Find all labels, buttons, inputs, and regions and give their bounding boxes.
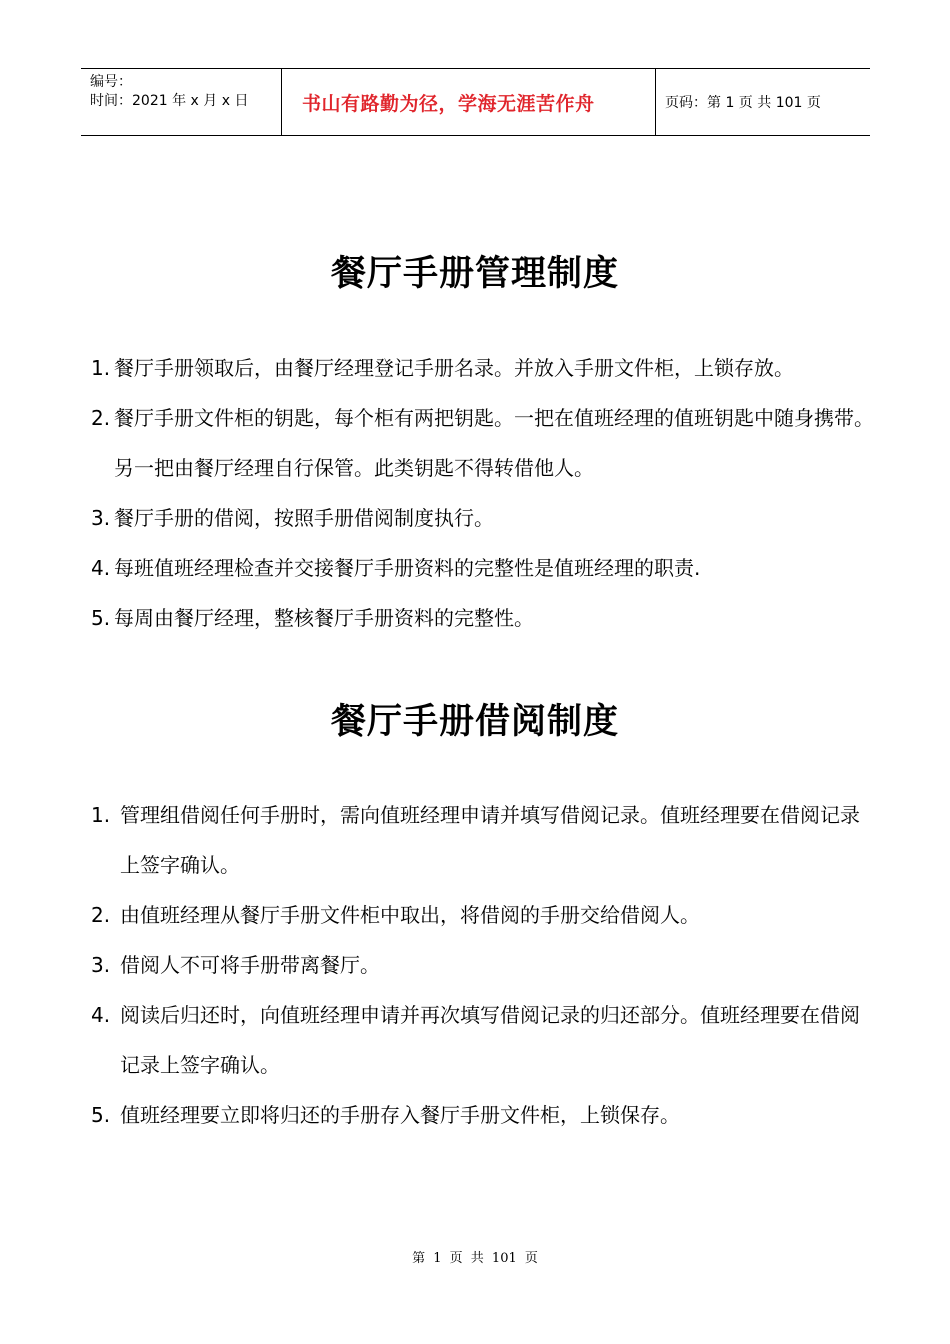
header-meta [81,69,282,135]
item-text: 阅读后归还时，向值班经理申请并再次填写借阅记录的归还部分。值班经理要在借阅记录上签字确认。 [120,1003,860,1077]
item-number: 5. [91,1103,111,1127]
list-item [91,493,881,543]
item-number: 3. [91,506,111,530]
item-number: 2. [91,406,111,430]
list-item [91,990,871,1090]
footer-page-number: 第 1 页 共 101 页 [412,1251,538,1266]
item-text: 餐厅手册的借阅，按照手册借阅制度执行。 [114,506,494,530]
item-number: 1. [91,803,111,827]
item-text: 管理组借阅任何手册时，需向值班经理申请并填写借阅记录。值班经理要在借阅记录上签字确认。 [120,803,860,877]
header-page-info [656,69,870,135]
section-title-management: 餐厅手册管理制度 [330,254,619,294]
item-number: 2. [91,903,111,927]
list-item [91,790,871,890]
motto-text: 书山有路勤为径，学海无涯苦作舟 [302,92,595,115]
page-footer [0,1247,950,1266]
document-number-label: 编号： [90,74,132,90]
section-title-borrowing: 餐厅手册借阅制度 [330,702,619,742]
list-item [91,593,881,643]
list-item [91,890,871,940]
list-item [91,1090,871,1140]
item-number: 5. [91,606,111,630]
list-item [91,343,881,393]
item-text: 借阅人不可将手册带离餐厅。 [120,953,380,977]
list-item [91,543,881,593]
item-text: 餐厅手册领取后，由餐厅经理登记手册名录。并放入手册文件柜，上锁存放。 [114,356,794,380]
item-text: 由值班经理从餐厅手册文件柜中取出，将借阅的手册交给借阅人。 [120,903,700,927]
item-text: 值班经理要立即将归还的手册存入餐厅手册文件柜，上锁保存。 [120,1103,680,1127]
header-table [81,68,870,136]
header-motto [282,69,656,135]
borrowing-rules-list [91,790,871,1140]
list-item [91,940,871,990]
management-rules-list [91,343,881,643]
item-text: 每班值班经理检查并交接餐厅手册资料的完整性是值班经理的职责. [114,556,701,580]
list-item [91,393,881,493]
item-text: 每周由餐厅经理，整核餐厅手册资料的完整性。 [114,606,534,630]
item-number: 3. [91,953,111,977]
document-date: 时间：2021 年 x 月 x 日 [90,93,249,109]
item-number: 1. [91,356,111,380]
page-number-label: 页码：第 1 页 共 101 页 [665,95,821,111]
item-number: 4. [91,1003,111,1027]
item-text: 餐厅手册文件柜的钥匙，每个柜有两把钥匙。一把在值班经理的值班钥匙中随身携带。另一把由餐厅经理自行保管。此类钥匙不得转借他人。 [114,406,874,480]
item-number: 4. [91,556,111,580]
